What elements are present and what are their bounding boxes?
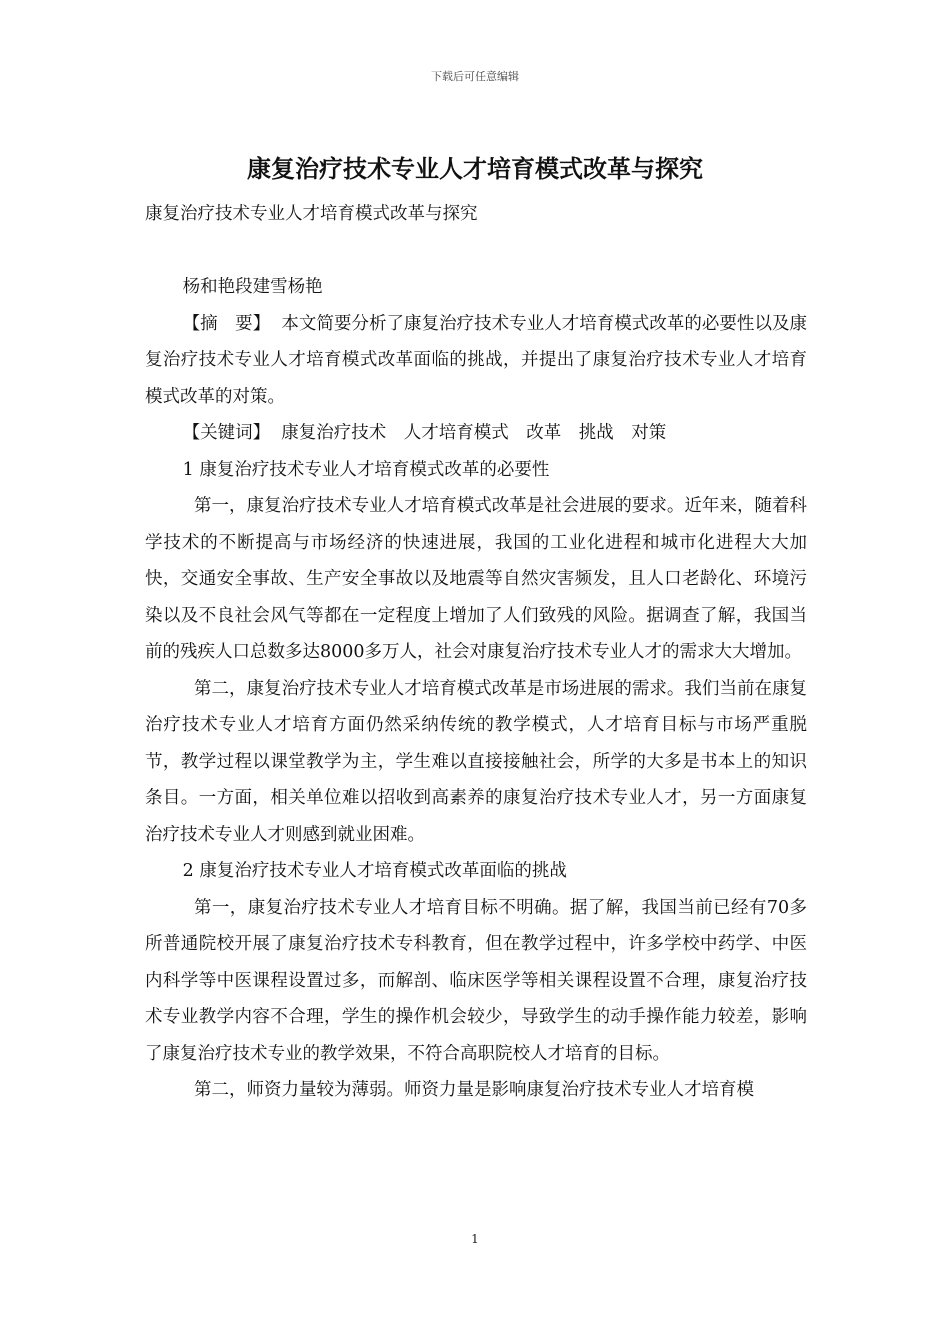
document-subtitle: 康复治疗技术专业人才培育模式改革与探究: [145, 204, 478, 224]
blank-line: [145, 233, 807, 270]
document-title: 康复治疗技术专业人才培育模式改革与探究: [247, 154, 703, 183]
keywords-text: 康复治疗技术 人才培育模式 改革 挑战 对策: [281, 423, 667, 443]
keywords-paragraph: [145, 415, 807, 452]
keywords-label: 【关键词】: [182, 423, 271, 443]
abstract-paragraph: [145, 306, 807, 416]
abstract-label: 【摘 要】: [182, 313, 271, 334]
author-line: 杨和艳段建雪杨艳: [182, 277, 323, 297]
body-paragraph: 第二，师资力量较为薄弱。师资力量是影响康复治疗技术专业人才培育模: [194, 1080, 754, 1100]
page-number: 1: [471, 1232, 479, 1246]
section-heading: 2 康复治疗技术专业人才培育模式改革面临的挑战: [182, 861, 567, 881]
section-heading: 1 康复治疗技术专业人才培育模式改革的必要性: [182, 459, 550, 480]
body-paragraph: 第二，康复治疗技术专业人才培育模式改革是市场进展的需求。我们当前在康复治疗技术专业人才培育方面仍然采纳传统的教学模式，人才培育目标与市场严重脱节，教学过程以课堂教学为主，学生难以直接接触社会，所学的大多是书本上的知识条目。一方面，相关单位难以招收到高素养的康复治疗技术专业人才，另一方面康复治疗技术专业人才则感到就业困难。: [145, 678, 807, 845]
document-body: [145, 196, 807, 1109]
abstract-text: 本文简要分析了康复治疗技术专业人才培育模式改革的必要性以及康复治疗技术专业人才培育模式改革面临的挑战，并提出了康复治疗技术专业人才培育模式改革的对策。: [145, 313, 807, 407]
body-paragraph: 第一，康复治疗技术专业人才培育模式改革是社会进展的要求。近年来，随着科学技术的不断提高与市场经济的快速进展，我国的工业化进程和城市化进程大大加快，交通安全事故、生产安全事故以及地震等自然灾害频发，且人口老龄化、环境污染以及不良社会风气等都在一定程度上增加了人们致残的风险。据调查了解，我国当前的残疾人口总数多达8000多万人，社会对康复治疗技术专业人才的需求大大增加。: [145, 496, 807, 662]
page-header-note: 下载后可任意编辑: [431, 70, 519, 83]
body-paragraph: 第一，康复治疗技术专业人才培育目标不明确。据了解，我国当前已经有70多所普通院校开展了康复治疗技术专科教育，但在教学过程中，许多学校中药学、中医内科学等中医课程设置过多，而解剖、临床医学等相关课程设置不合理，康复治疗技术专业教学内容不合理，学生的操作机会较少，导致学生的动手操作能力较差，影响了康复治疗技术专业的教学效果，不符合高职院校人才培育的目标。: [145, 897, 807, 1064]
